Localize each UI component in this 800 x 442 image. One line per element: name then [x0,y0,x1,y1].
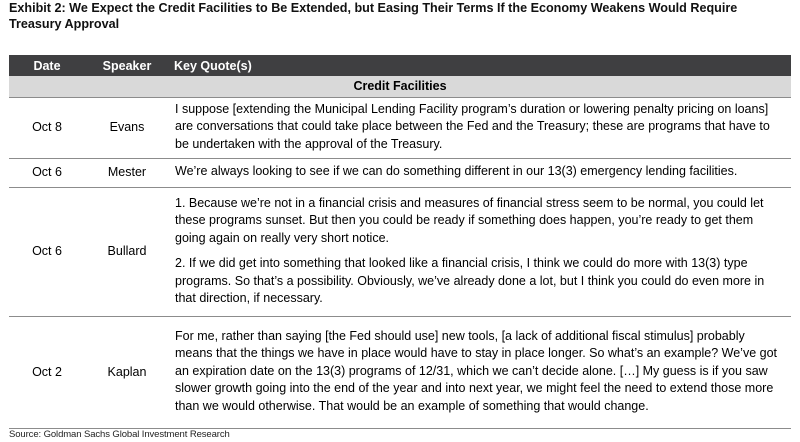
row-quote: We’re always looking to see if we can do something different in our 13(3) emergency lending facilities. [175,164,738,179]
exhibit-title: Exhibit 2: We Expect the Credit Facilities to Be Extended, but Easing Their Terms If the Economy Weakens Would Require Treasury Approval [9,1,738,31]
column-header-date: Date [9,55,85,76]
row-speaker: Kaplan [85,317,169,429]
table-row [9,97,791,159]
row-quote-point-2: 2. If we did get into something that looked like a financial crisis, I think we could do more with 13(3) type programs. So that’s a possibility. Obviously, we’ve already done a lot, but I think you could do even more in that direction, if necessary. [175,256,765,305]
row-speaker: Mester [85,159,169,188]
source-note: Source: Goldman Sachs Global Investment Research [9,429,230,440]
table-row [9,317,791,429]
row-speaker: Bullard [85,188,169,317]
row-date: Oct 2 [9,317,85,429]
table-row [9,188,791,317]
row-speaker: Evans [85,97,169,159]
table-header-row [9,55,791,76]
row-quote-cell [169,97,791,159]
row-quote: For me, rather than saying [the Fed should use] new tools, [a lack of additional fiscal stimulus] probably means that the things we have in place would have to stay in place longer. So what’s an example? We’ve got an expiration date on the 13(3) programs of 12/31, which we can’t decide alone. […] My guess is if you saw slower growth going into the end of the year and into next year, we might feel the need to extend those more than we would otherwise. That would be an example of something that would change. [175,328,777,413]
row-date: Oct 6 [9,159,85,188]
row-quote-cell [169,159,791,188]
section-row [9,76,791,97]
row-quote-cell [169,188,791,317]
column-header-speaker: Speaker [85,55,169,76]
row-date: Oct 6 [9,188,85,317]
row-quote: I suppose [extending the Municipal Lending Facility program’s duration or lowering penalty pricing on loans] are conversations that could take place between the Fed and the Treasury; these are programs that have to be undertaken with the approval of the Treasury. [175,101,770,151]
row-quote-cell [169,317,791,429]
row-date: Oct 8 [9,97,85,159]
column-header-key-quotes: Key Quote(s) [169,55,791,76]
row-quote-point-1: 1. Because we’re not in a financial crisis and measures of financial stress seem to be normal, you could let these programs sunset. But then you could be ready if something does happen, you’re ready to get them going again on really very short notice. [175,195,764,245]
table-row [9,159,791,188]
section-title: Credit Facilities [9,76,791,97]
quotes-table-container [9,55,791,429]
quotes-table [9,55,791,429]
